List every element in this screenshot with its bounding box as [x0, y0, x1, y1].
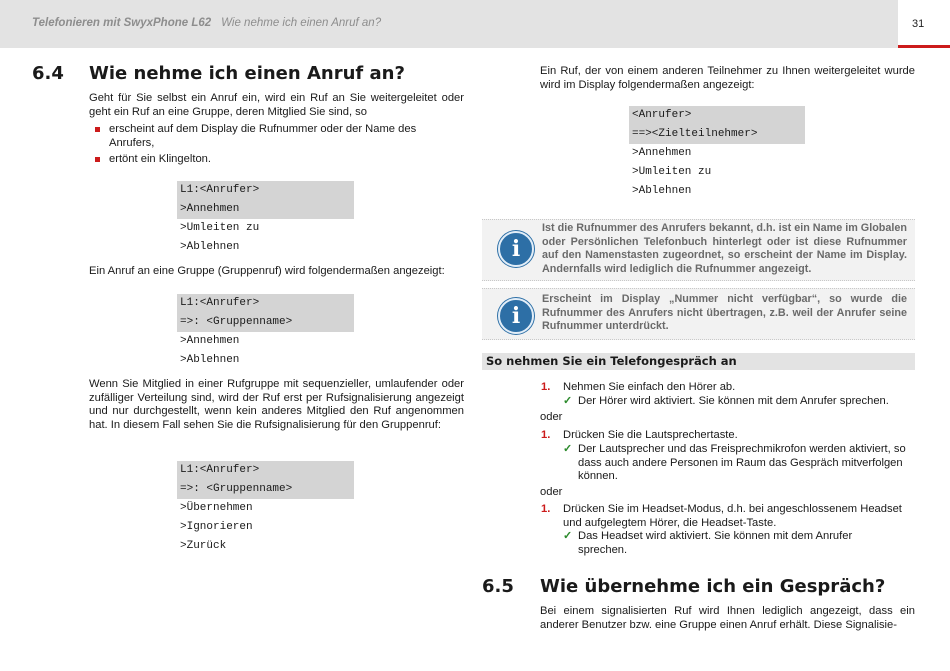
step-result — [563, 395, 915, 409]
step-item — [541, 381, 915, 395]
section-title: Wie nehme ich einen Anruf an? — [89, 63, 405, 84]
step-text: Drücken Sie im Headset-Modus, d.h. bei angeschlossenem Headset und aufgelegtem Hörer, die Headset-Taste. — [563, 503, 902, 529]
info-note-text: Erscheint im Display „Nummer nicht verfügbar“, so wurde die Rufnummer des Anrufers nicht übertragen, z.B. weil der Anrufer seine Rufnummer unterdrückt. — [542, 293, 907, 333]
display-screen-signal — [177, 461, 354, 556]
book-title: Telefonieren mit SwyxPhone L62 — [32, 17, 212, 29]
step-number: 1. — [541, 503, 551, 515]
page-header — [0, 0, 950, 48]
checkmark-icon: ✓ — [563, 443, 573, 455]
section-title: Wie übernehme ich ein Gespräch? — [540, 576, 886, 597]
step-item — [541, 503, 915, 530]
info-note — [482, 288, 915, 340]
section-number: 6.4 — [32, 63, 64, 84]
display-line: >Annehmen — [177, 200, 354, 219]
display-screen-group — [177, 294, 354, 370]
bullet-item — [109, 123, 464, 150]
page-number: 31 — [912, 18, 925, 30]
display-line: >Ablehnen — [632, 185, 692, 197]
info-icon: i — [498, 298, 534, 334]
step-text: Drücken Sie die Lautsprechertaste. — [563, 429, 738, 441]
bullet-square-icon — [95, 127, 100, 132]
display-line: >Annehmen — [180, 335, 240, 347]
chapter-title: Wie nehme ich einen Anruf an? — [221, 17, 382, 29]
step-number: 1. — [541, 381, 551, 393]
procedure-heading: So nehmen Sie ein Telefongespräch an — [482, 353, 915, 370]
step-result-text: Das Headset wird aktiviert. Sie können mit dem Anrufer sprechen. — [578, 530, 853, 556]
bullet-text: ertönt ein Klingelton. — [109, 153, 211, 165]
bullet-item — [109, 153, 464, 167]
step-item — [541, 429, 915, 443]
display-line: >Übernehmen — [180, 502, 253, 514]
or-label: oder — [540, 411, 563, 423]
page-number-box — [898, 0, 950, 48]
info-icon: i — [498, 231, 534, 267]
running-title — [32, 17, 381, 29]
forward-paragraph: Ein Ruf, der von einem anderen Teilnehmer zu Ihnen weitergeleitet wurde wird im Display folgendermaßen angezeigt: — [540, 65, 915, 91]
display-screen-forwarded — [629, 106, 805, 201]
display-line: ==><Zielteilnehmer> — [629, 125, 805, 144]
display-line: =>: <Gruppenname> — [177, 480, 354, 499]
display-line: >Ignorieren — [180, 521, 253, 533]
intro-paragraph: Geht für Sie selbst ein Anruf ein, wird ein Ruf an Sie weitergeleitet oder geht ein Ruf an eine Gruppe, deren Mitglied Sie sind, so — [89, 92, 464, 118]
checkmark-icon: ✓ — [563, 530, 573, 542]
accent-bar — [898, 45, 950, 48]
bullet-text: erscheint auf dem Display die Rufnummer oder der Name des Anrufers, — [109, 123, 417, 149]
display-line: >Umleiten zu — [632, 166, 712, 178]
display-line: L1:<Anrufer> — [177, 181, 354, 200]
checkmark-icon: ✓ — [563, 395, 573, 407]
sequential-paragraph: Wenn Sie Mitglied in einer Rufgruppe mit sequenzieller, umlaufender oder zufälliger Verteilung sind, wird der Ruf erst per Rufsignalisierung angezeigt und nur durchgestellt, wenn kein anderes Mitglied den Ruf angenommen hat. In diesem Fall sehen Sie die Rufsignalisierung für den Gruppenruf: — [89, 378, 464, 431]
or-label: oder — [540, 486, 563, 498]
step-result-text: Der Hörer wird aktiviert. Sie können mit dem Anrufer sprechen. — [578, 395, 889, 407]
bullet-square-icon — [95, 157, 100, 162]
step-text: Nehmen Sie einfach den Hörer ab. — [563, 381, 736, 393]
section-number: 6.5 — [482, 576, 514, 597]
display-line: L1:<Anrufer> — [177, 461, 354, 480]
step-result — [563, 530, 898, 557]
step-result-text: Der Lautsprecher und das Freisprechmikrofon werden aktiviert, so dass auch andere Personen im Raum das Gespräch mitverfolgen können. — [578, 443, 906, 483]
display-line: >Annehmen — [632, 147, 692, 159]
info-note-text: Ist die Rufnummer des Anrufers bekannt, d.h. ist ein Name im Globalen oder Persönlichen Telefonbuch hinterlegt oder ist diese Rufnummer auf den Namenstasten zugeordnet, so erscheint der Name im Display. Andernfalls wird lediglich die Rufnummer angezeigt. — [542, 222, 907, 275]
section-paragraph: Bei einem signalisierten Ruf wird Ihnen lediglich angezeigt, dass ein anderer Benutzer bzw. eine Gruppe einen Anruf erhält. Diese Signalisie- — [540, 605, 915, 631]
display-line: <Anrufer> — [629, 106, 805, 125]
display-line: L1:<Anrufer> — [177, 294, 354, 313]
display-line: >Ablehnen — [180, 354, 240, 366]
group-paragraph: Ein Anruf an eine Gruppe (Gruppenruf) wird folgendermaßen angezeigt: — [89, 265, 445, 277]
display-line: >Zurück — [180, 540, 227, 552]
step-result — [563, 443, 910, 484]
info-note — [482, 219, 915, 281]
display-line: >Ablehnen — [180, 241, 240, 253]
display-line: =>: <Gruppenname> — [177, 313, 354, 332]
display-line: >Umleiten zu — [180, 222, 260, 234]
display-screen-incoming — [177, 181, 354, 257]
step-number: 1. — [541, 429, 551, 441]
